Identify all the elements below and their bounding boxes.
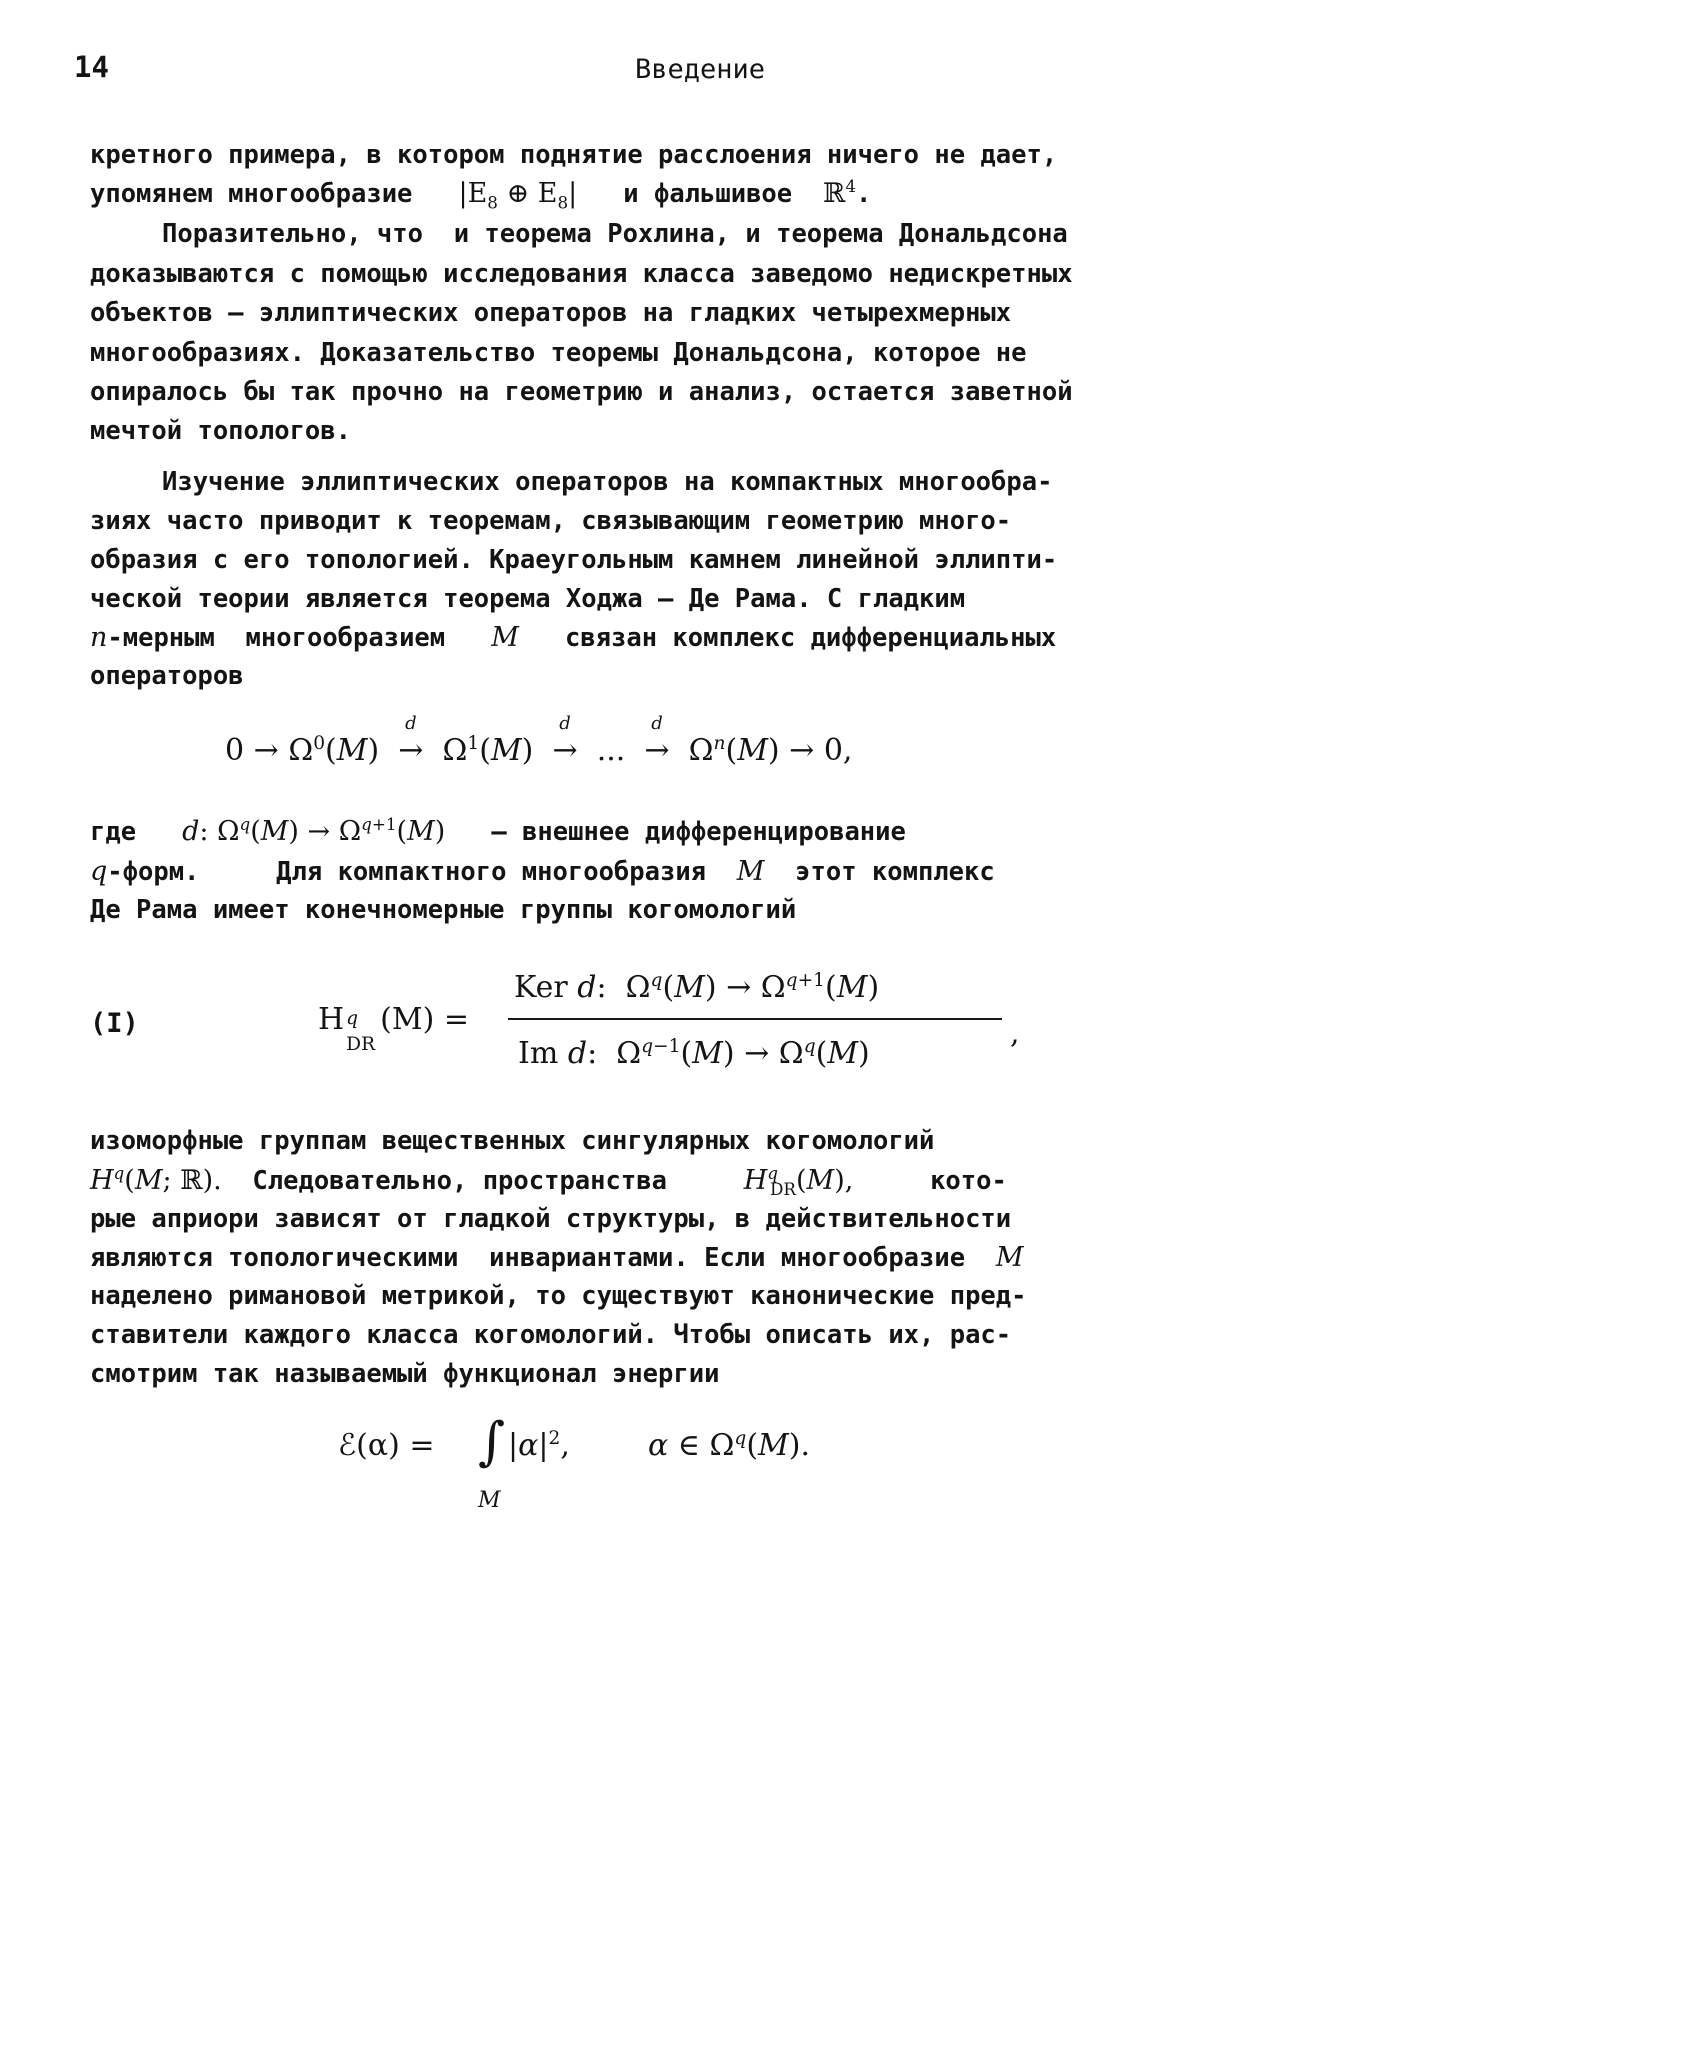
paragraph3-line5 <box>90 622 1056 653</box>
paragraph4-line1 <box>90 816 906 847</box>
ellipsis: ... <box>596 733 626 768</box>
math-d-map: d: $\Omega^q(M) \to \Omega^{q+1}(M)$ <box>182 814 446 847</box>
running-head: Введение <box>635 54 766 85</box>
equation-label: (I) <box>90 1008 139 1039</box>
math-h-dr: $H^q_{DR}(M)$, <box>743 1163 854 1200</box>
integral-subscript: M <box>478 1488 501 1513</box>
paragraph3-line3: образия с его топологией. Краеугольным камнем линейной эллипти- <box>90 545 1058 575</box>
fraction-denominator: Im d: $\Omega^{q-1}(M) \to \Omega^q(M)$ <box>518 1036 870 1071</box>
arrow-d-3: d → <box>634 713 680 768</box>
complex-end: → 0, <box>789 733 853 768</box>
paragraph3-line1: Изучение эллиптических операторов на компактных многообра- <box>162 467 1053 497</box>
paragraph2-line3: объектов – эллиптических операторов на гладких четырехмерных <box>90 298 1012 328</box>
paragraph5-line6: ставители каждого класса когомологий. Чтобы описать их, рас- <box>90 1320 1012 1350</box>
paragraph2-line2: доказываются с помощью исследования класса заведомо недискретных <box>90 259 1073 289</box>
text: кото- <box>930 1166 1007 1196</box>
equation-lhs: H q DR (M) = <box>318 1002 469 1055</box>
equation-comma: , <box>1010 1016 1020 1051</box>
arrow-label: d <box>651 713 663 734</box>
integrand: $|\alpha|^2$, <box>508 1428 570 1463</box>
paragraph4-line2 <box>90 856 995 887</box>
text: -форм. Для компактного многообразия <box>107 857 707 887</box>
integral-sign: ∫ <box>478 1412 506 1472</box>
lhs-h: H <box>318 1002 345 1037</box>
paragraph5-line7: смотрим так называемый функционал энергии <box>90 1359 720 1389</box>
de-rham-complex <box>225 713 853 768</box>
text: упомянем многообразие <box>90 179 413 209</box>
math-q: q <box>90 856 108 887</box>
fraction-numerator: Ker d: $\Omega^q(M) \to \Omega^{q+1}(M)$ <box>514 970 880 1005</box>
math-h-sing: $H^q(M$; ℝ). <box>90 1163 222 1196</box>
omega-n: $\Omega^n(M)$ <box>688 733 780 768</box>
paragraph4-line3: Де Рама имеет конечномерные группы когомологий <box>90 895 797 925</box>
paragraph5-line5: наделено римановой метрикой, то существуют канонические пред- <box>90 1281 1027 1311</box>
complex-start: 0 → <box>225 733 279 768</box>
omega-1: $\Omega^1(M)$ <box>442 733 534 768</box>
text: этот комплекс <box>795 857 995 887</box>
arrow-d-1: d → <box>388 713 433 768</box>
paragraph3-line2: зиях часто приводит к теоремам, связывающим геометрию много- <box>90 506 1012 536</box>
paragraph1-line1: кретного примера, в котором поднятие расслоения ничего не дает, <box>90 140 1058 170</box>
energy-lhs: ℰ(α) = <box>338 1428 435 1463</box>
math-m: M <box>995 1242 1024 1273</box>
paragraph5-line1: изоморфные группам вещественных сингулярных когомологий <box>90 1126 935 1156</box>
math-m: M <box>491 622 519 653</box>
paragraph1-line2 <box>90 176 872 213</box>
text: – внешнее дифференцирование <box>491 817 906 847</box>
math-e8-sum: $|E_8$ ⊕ $E_8|$ <box>458 178 578 213</box>
paragraph5-line3: рые априори зависят от гладкой структуры, в действительности <box>90 1204 1012 1234</box>
text: являются топологическими инвариантами. Если многообразие <box>90 1243 966 1273</box>
energy-condition: α ∈ $\Omega^q(M)$. <box>648 1428 811 1463</box>
text: -мерным многообразием <box>107 623 446 653</box>
math-m: M <box>736 856 765 887</box>
paragraph2-line1: Поразительно, что и теорема Рохлина, и теорема Дональдсона <box>162 219 1068 249</box>
page-number: 14 <box>74 50 109 84</box>
arrow-label: d <box>559 713 571 734</box>
paragraph2-line4: многообразиях. Доказательство теоремы Дональдсона, которое не <box>90 338 1027 368</box>
lhs-arg: (M) = <box>380 1002 469 1037</box>
paragraph5-line2 <box>90 1163 1007 1200</box>
paragraph2-line5: опиралось бы так прочно на геометрию и анализ, остается заветной <box>90 377 1073 407</box>
omega-0: $\Omega^0(M)$ <box>288 733 380 768</box>
text: и фальшивое <box>623 179 793 209</box>
text: связан комплекс дифференциальных <box>564 623 1057 653</box>
paragraph5-line4 <box>90 1242 1023 1273</box>
arrow-label: d <box>405 713 417 734</box>
text: . <box>855 179 872 209</box>
paragraph3-line4: ческой теории является теорема Ходжа – Де Рама. С гладким <box>90 584 966 614</box>
fraction-bar <box>508 1018 1002 1020</box>
math-n: n <box>90 622 108 653</box>
math-r4: ℝ$^4$ <box>822 176 856 209</box>
paragraph3-line6: операторов <box>90 661 244 691</box>
paragraph2-line6: мечтой топологов. <box>90 416 351 446</box>
arrow-d-2: d → <box>542 713 588 768</box>
text: Следовательно, пространства <box>221 1166 667 1196</box>
text: где <box>90 817 137 847</box>
